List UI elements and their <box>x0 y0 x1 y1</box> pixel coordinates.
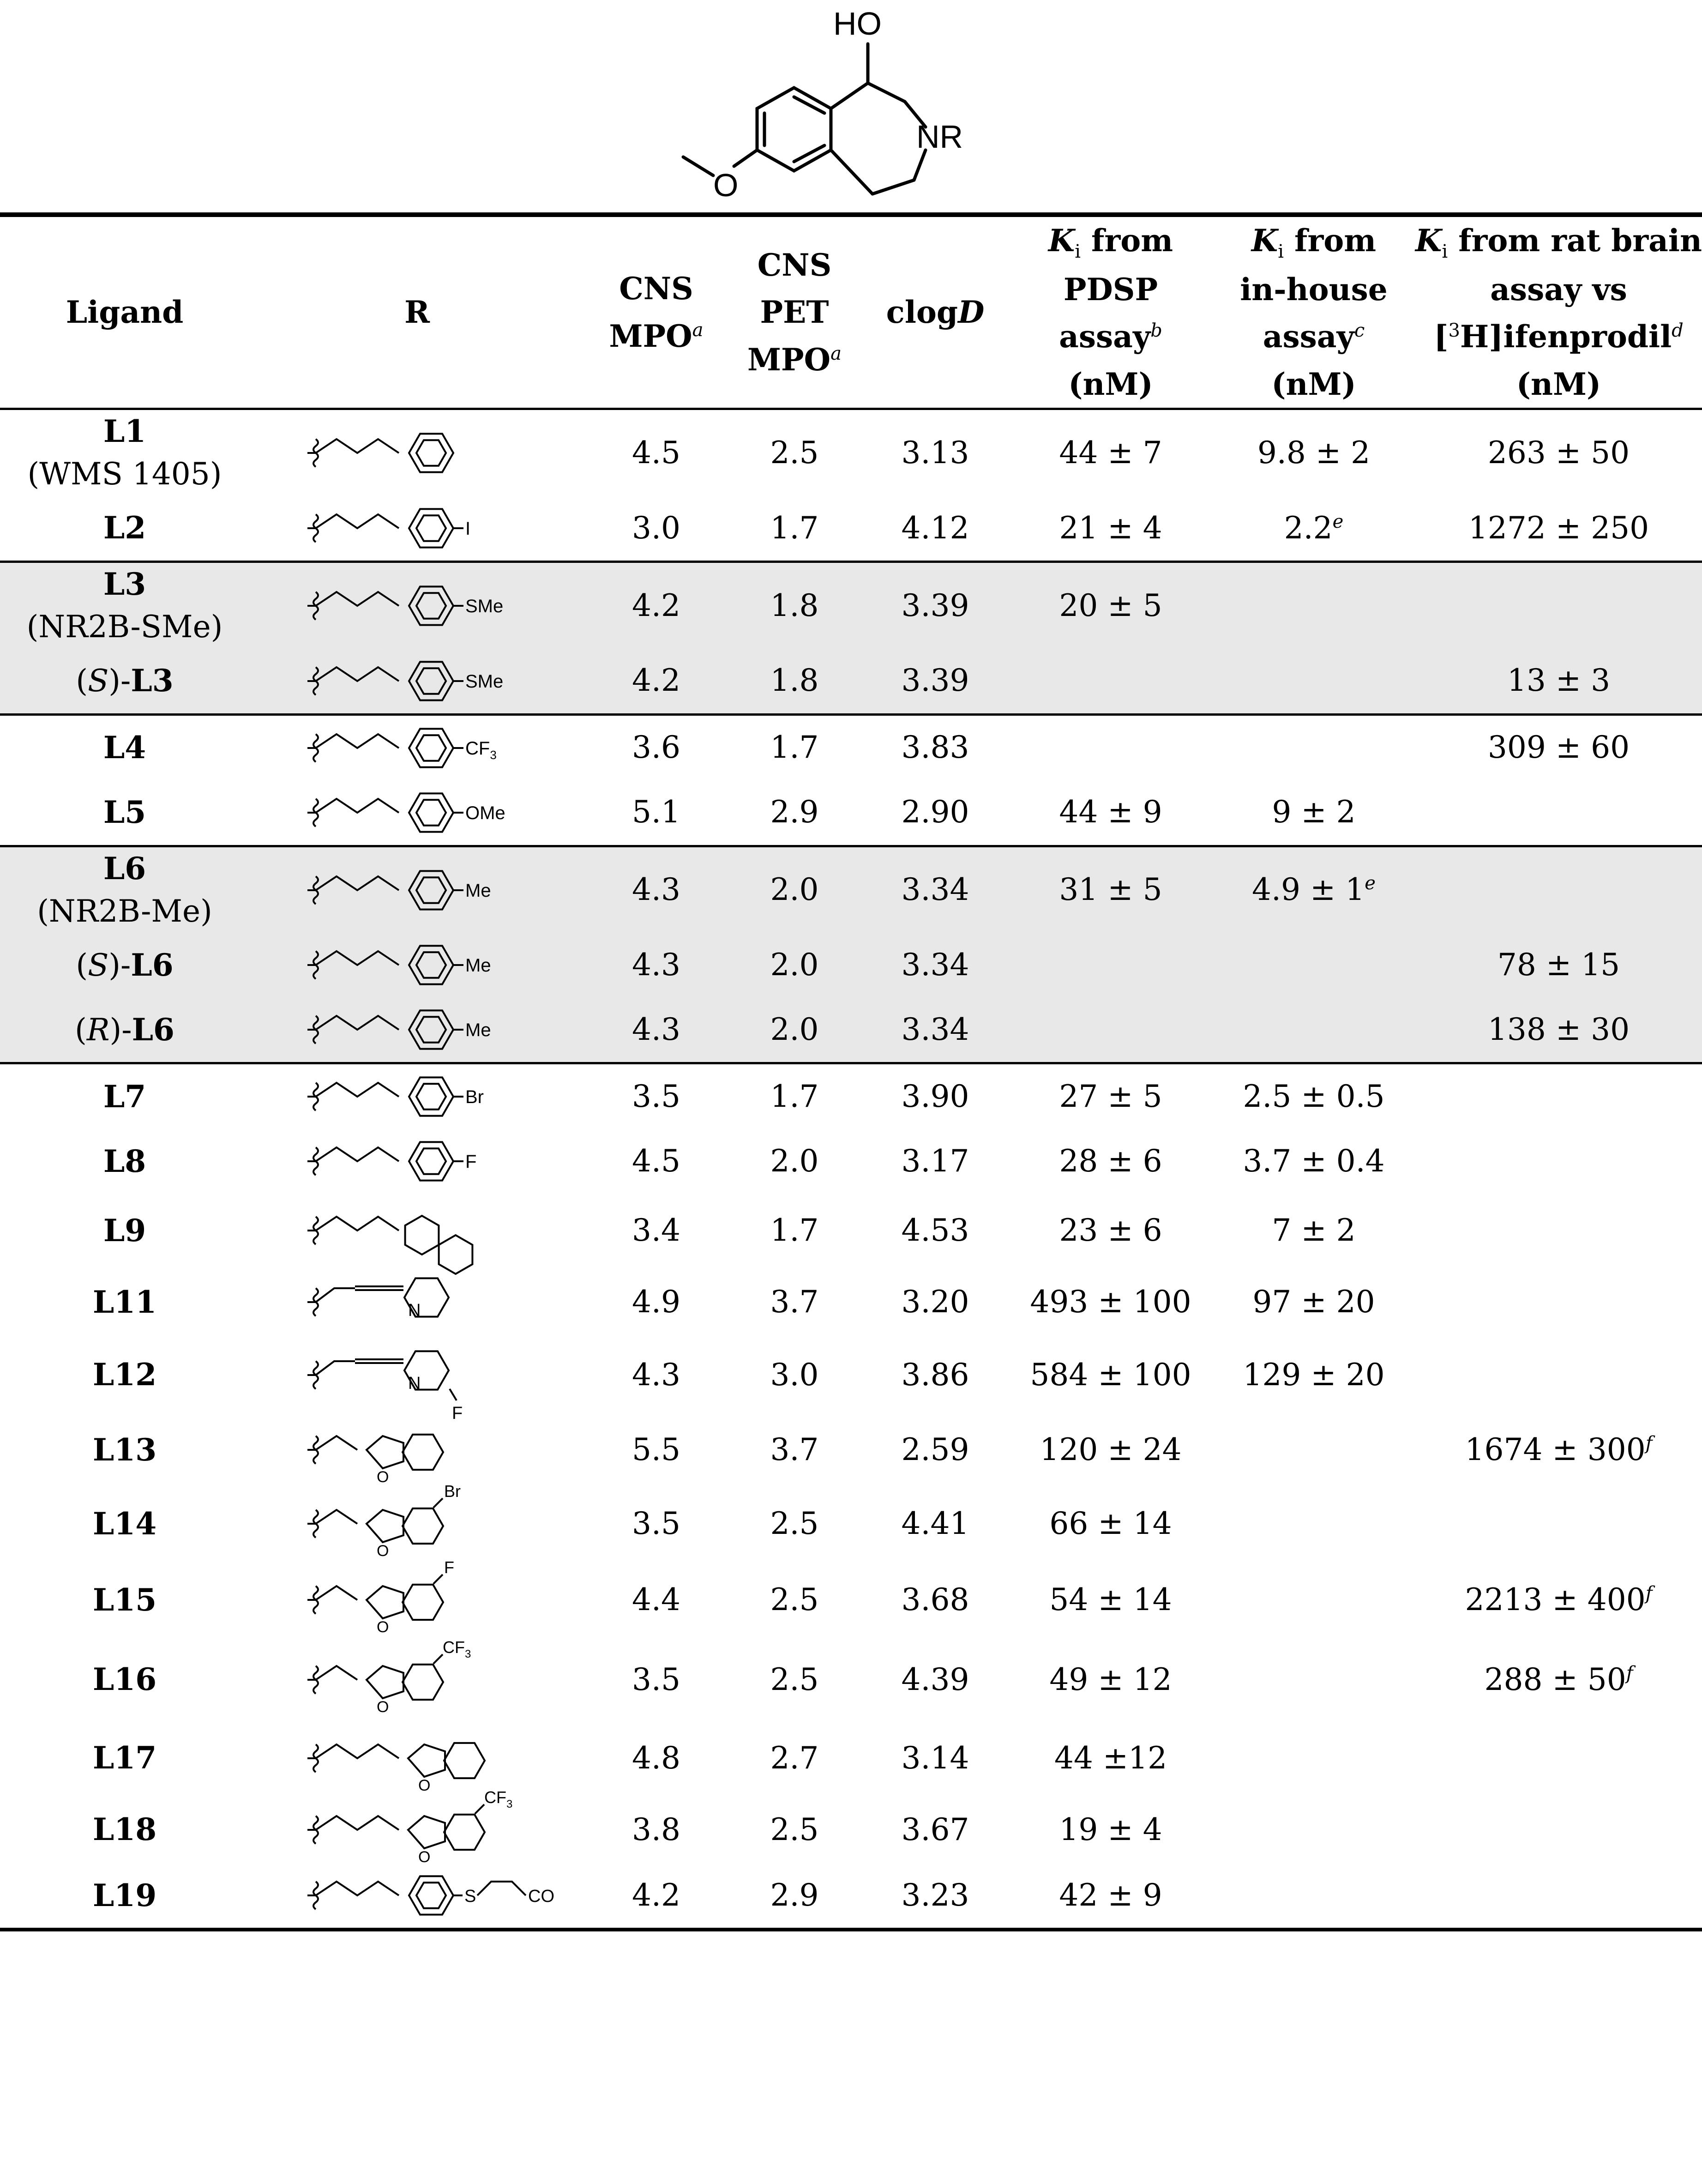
r-group-structure <box>270 573 565 638</box>
cell-clogd: 4.53 <box>901 1213 969 1249</box>
cell-ki-inhouse <box>1212 1720 1415 1796</box>
r-group-structure <box>270 780 565 845</box>
cell-clogd: 3.34 <box>861 846 1009 933</box>
cell-ligand: L9 <box>103 1212 146 1249</box>
r-group-structure <box>270 1787 565 1866</box>
cell-ki-inhouse: 2.5 ± 0.5 <box>1243 1079 1385 1115</box>
svg-text:CF3: $CF_3$ <box>442 1637 471 1660</box>
cell-r-structure <box>249 1063 585 1129</box>
cell-r-structure <box>249 496 585 562</box>
svg-text:Br: Br <box>465 1087 484 1108</box>
cell-cns-pet-mpo: 2.0 <box>728 997 861 1063</box>
cell-clogd: 4.39 <box>901 1661 969 1697</box>
cell-r-structure <box>249 1720 585 1796</box>
svg-text:N: N <box>408 1301 421 1321</box>
table-row <box>0 780 1702 846</box>
r-group-structure <box>270 1270 565 1334</box>
cell-r-structure <box>249 1639 585 1720</box>
cell-ki-pdsp: 493 ± 100 <box>1030 1284 1191 1320</box>
header-ligand: Ligand <box>0 215 249 409</box>
cell-ki-rat-brain <box>1415 1487 1702 1561</box>
cell-r-structure <box>249 997 585 1063</box>
svg-text:I: I <box>465 518 470 539</box>
cell-ki-rat-brain <box>1415 1267 1702 1337</box>
svg-text:O: O <box>418 1776 430 1794</box>
cell-clogd: 3.39 <box>861 649 1009 715</box>
table-row <box>0 1639 1702 1720</box>
r-group-structure <box>270 1558 565 1636</box>
svg-text:O: O <box>376 1468 389 1486</box>
table-row <box>0 1267 1702 1337</box>
cell-cns-mpo: 4.9 <box>632 1284 680 1320</box>
table-row <box>0 714 1702 780</box>
cell-cns-mpo: 3.5 <box>632 1661 680 1697</box>
cell-ki-rat-brain: 263 ± 50 <box>1487 434 1630 471</box>
cell-cns-pet-mpo: 1.8 <box>728 649 861 715</box>
r-group-structure <box>270 997 565 1062</box>
cell-ligand: L11 <box>92 1284 157 1320</box>
cell-ligand: (S)-L6 <box>76 947 174 983</box>
cell-clogd: 3.13 <box>901 434 969 471</box>
cell-ki-pdsp: 21 ± 4 <box>1059 510 1162 546</box>
r-group-structure <box>270 933 565 997</box>
header-cns-mpo: CNS MPO$^a$ <box>585 215 728 409</box>
svg-text:F: F <box>444 1558 454 1577</box>
cell-ligand: L1 (WMS 1405) <box>27 413 222 492</box>
header-clogd: clogD <box>861 215 1009 409</box>
cell-ki-rat-brain: $1674 \pm 300^f$ <box>1465 1432 1653 1468</box>
cell-cns-mpo: 4.2 <box>585 561 728 648</box>
cell-clogd: 3.17 <box>901 1143 969 1179</box>
cell-ki-inhouse <box>1212 1413 1415 1487</box>
cell-ki-pdsp <box>1009 649 1212 715</box>
cell-clogd: 3.86 <box>901 1357 969 1393</box>
table-row <box>0 933 1702 997</box>
cell-ki-pdsp: 44 ± 9 <box>1059 794 1162 830</box>
cell-r-structure <box>249 1413 585 1487</box>
cell-ligand: L5 <box>103 794 146 830</box>
table-row <box>0 997 1702 1063</box>
cell-ki-rat-brain: 13 ± 3 <box>1415 649 1702 715</box>
cell-ligand: L4 <box>103 729 146 766</box>
r-group-structure <box>270 1482 565 1560</box>
r-group-structure <box>270 496 565 561</box>
cell-cns-mpo: 3.5 <box>632 1506 680 1542</box>
cell-clogd: 3.20 <box>901 1284 969 1320</box>
cell-ligand: L8 <box>103 1143 146 1179</box>
cell-ligand: L12 <box>92 1357 157 1393</box>
cell-ki-inhouse <box>1212 1561 1415 1639</box>
cell-cns-pet-mpo: 1.7 <box>770 1213 819 1249</box>
cell-cns-pet-mpo: 3.7 <box>770 1432 819 1468</box>
nr-label: NR <box>916 119 963 155</box>
cell-cns-pet-mpo: 2.7 <box>770 1740 819 1776</box>
cell-r-structure <box>249 1558 585 1639</box>
svg-text:N: N <box>408 1373 421 1393</box>
r-group-structure <box>270 421 565 485</box>
cell-ki-rat-brain <box>1415 561 1702 648</box>
cell-cns-pet-mpo: 1.7 <box>770 730 819 766</box>
table-row <box>0 1194 1702 1267</box>
cell-ki-inhouse <box>1212 933 1415 997</box>
cell-ki-rat-brain <box>1415 1720 1702 1796</box>
cell-clogd: 3.14 <box>901 1740 969 1776</box>
cell-r-structure <box>249 846 585 933</box>
cell-cns-pet-mpo: 2.5 <box>770 1582 819 1618</box>
cell-ki-pdsp: 120 ± 24 <box>1040 1432 1182 1468</box>
svg-text:S: S <box>464 1887 476 1906</box>
r-group-structure <box>270 649 565 713</box>
cell-cns-pet-mpo: 2.0 <box>770 947 819 983</box>
r-group-structure <box>270 1064 565 1129</box>
cell-ki-rat-brain <box>1415 846 1702 933</box>
oh-label: HO <box>833 6 882 42</box>
cell-ki-rat-brain <box>1415 1863 1702 1930</box>
cell-cns-mpo: 3.6 <box>632 730 680 766</box>
cell-clogd: 3.23 <box>861 1863 1009 1930</box>
table-row <box>0 496 1702 562</box>
cell-clogd: 3.34 <box>861 997 1009 1063</box>
cell-r-structure <box>249 409 585 496</box>
cell-r-structure <box>249 714 585 780</box>
cell-r-structure <box>249 1129 585 1194</box>
cell-cns-mpo: 4.5 <box>632 434 680 471</box>
table-row <box>0 1063 1702 1129</box>
cell-ki-inhouse <box>1212 561 1415 648</box>
r-group-structure <box>270 1726 565 1794</box>
cell-clogd: 3.34 <box>901 947 969 983</box>
r-group-structure <box>270 1343 565 1423</box>
ligand-table <box>0 212 1702 1931</box>
cell-ki-pdsp: 44 ±12 <box>1054 1740 1167 1776</box>
cell-clogd: 4.12 <box>901 510 969 546</box>
r-group-structure <box>270 716 565 780</box>
cell-ki-inhouse: 129 ± 20 <box>1243 1357 1385 1393</box>
cell-ligand: L6 (NR2B-Me) <box>0 846 249 933</box>
svg-text:O: O <box>418 1848 430 1866</box>
cell-clogd: 3.83 <box>901 730 969 766</box>
cell-ki-pdsp: 20 ± 5 <box>1009 561 1212 648</box>
cell-cns-pet-mpo: 2.0 <box>728 846 861 933</box>
table-row <box>0 846 1702 933</box>
cell-ki-pdsp <box>1009 714 1212 780</box>
cell-ki-pdsp: 49 ± 12 <box>1049 1661 1172 1697</box>
r-group-structure <box>270 858 565 923</box>
cell-r-structure <box>249 1482 585 1561</box>
cell-r-structure <box>249 1194 585 1267</box>
header-ki-pdsp: $K_i$ from PDSP assay$^b$ (nM) <box>1009 215 1212 409</box>
cell-cns-pet-mpo: 2.9 <box>728 1863 861 1930</box>
cell-ki-inhouse <box>1212 1863 1415 1930</box>
svg-text:F: F <box>465 1152 476 1172</box>
cell-ki-inhouse: 3.7 ± 0.4 <box>1243 1143 1385 1179</box>
r-group-structure <box>270 1863 565 1928</box>
cell-ligand: L18 <box>92 1811 157 1848</box>
cell-r-structure <box>249 1787 585 1866</box>
header-row <box>0 215 1702 409</box>
cell-ki-pdsp: 54 ± 14 <box>1049 1582 1172 1618</box>
cell-cns-mpo: 5.5 <box>632 1432 680 1468</box>
svg-text:SMe: SMe <box>465 671 503 692</box>
header-r: R <box>249 215 585 409</box>
cell-ki-rat-brain: 309 ± 60 <box>1487 730 1630 766</box>
cell-cns-pet-mpo: 2.5 <box>770 1506 819 1542</box>
cell-ki-rat-brain <box>1415 1063 1702 1129</box>
cell-cns-pet-mpo: 1.8 <box>728 561 861 648</box>
cell-clogd: 2.59 <box>901 1432 969 1468</box>
cell-ki-rat-brain: 78 ± 15 <box>1497 947 1620 983</box>
cell-cns-pet-mpo: 2.5 <box>770 1661 819 1697</box>
cell-ki-rat-brain <box>1415 1337 1702 1413</box>
cell-ki-inhouse <box>1212 1639 1415 1720</box>
cell-ligand: L7 <box>103 1078 146 1115</box>
cell-cns-mpo: 5.1 <box>632 794 680 830</box>
cell-cns-pet-mpo: 2.5 <box>770 434 819 471</box>
svg-text:Me: Me <box>465 955 491 976</box>
cell-cns-mpo: 4.2 <box>585 1863 728 1930</box>
cell-cns-mpo: 4.3 <box>585 997 728 1063</box>
cell-cns-mpo: 3.0 <box>632 510 680 546</box>
cell-r-structure <box>249 780 585 846</box>
cell-ki-inhouse: 2.2e <box>1284 510 1344 546</box>
table-row <box>0 1720 1702 1796</box>
cell-clogd: 3.67 <box>901 1811 969 1847</box>
table-row <box>0 561 1702 648</box>
cell-ki-inhouse: $4.9 \pm 1^e$ <box>1212 846 1415 933</box>
cell-cns-mpo: 4.5 <box>632 1143 680 1179</box>
cell-ki-inhouse <box>1212 997 1415 1063</box>
svg-text:F: F <box>451 1403 463 1423</box>
table-row <box>0 1337 1702 1413</box>
scaffold-structure <box>656 0 1071 212</box>
header-ki-rat-brain: $K_i$ from rat brain assay vs [$^3$H]ifenprodil$^d$ (nM) <box>1415 215 1702 409</box>
cell-cns-mpo: 3.4 <box>632 1213 680 1249</box>
cell-clogd: 3.68 <box>901 1582 969 1618</box>
cell-cns-mpo: 3.5 <box>632 1079 680 1115</box>
table-row <box>0 409 1702 496</box>
cell-cns-mpo: 4.2 <box>585 649 728 715</box>
cell-ki-inhouse: 9 ± 2 <box>1272 794 1356 830</box>
cell-ki-rat-brain <box>1415 1796 1702 1863</box>
cell-cns-pet-mpo: 2.5 <box>770 1811 819 1847</box>
table-row <box>0 1487 1702 1561</box>
cell-r-structure <box>249 1863 585 1930</box>
cell-ligand: L16 <box>92 1661 157 1698</box>
cell-ki-inhouse <box>1212 1487 1415 1561</box>
cell-cns-pet-mpo: 1.7 <box>770 510 819 546</box>
cell-ki-inhouse <box>1212 649 1415 715</box>
cell-ki-pdsp: 44 ± 7 <box>1059 434 1162 471</box>
svg-text:CF3: $CF_3$ <box>465 738 497 762</box>
cell-ligand: L19 <box>0 1863 249 1930</box>
cell-ligand: L15 <box>92 1581 157 1618</box>
svg-text:Me: Me <box>465 1020 491 1041</box>
cell-cns-pet-mpo: 2.0 <box>770 1143 819 1179</box>
r-group-structure <box>270 1198 565 1263</box>
header-ki-inhouse: $K_i$ from in-house assay$^c$ (nM) <box>1212 215 1415 409</box>
cell-r-structure <box>249 561 585 648</box>
cell-ki-inhouse: 7 ± 2 <box>1272 1213 1356 1249</box>
svg-text:Br: Br <box>444 1482 461 1501</box>
cell-clogd: 3.90 <box>901 1079 969 1115</box>
cell-cns-pet-mpo: 2.9 <box>770 794 819 830</box>
cell-ligand: (S)-L3 <box>0 649 249 715</box>
cell-cns-mpo: 4.3 <box>632 1357 680 1393</box>
r-group-structure <box>270 1418 565 1486</box>
table-row <box>0 1129 1702 1194</box>
svg-text:Me: Me <box>465 880 491 901</box>
cell-ligand: L2 <box>103 510 146 546</box>
cell-ligand: L3 (NR2B-SMe) <box>0 561 249 648</box>
cell-ki-rat-brain <box>1415 1194 1702 1267</box>
cell-cns-mpo: 4.8 <box>632 1740 680 1776</box>
svg-text:OMe: OMe <box>465 802 505 823</box>
cell-ki-rat-brain: 138 ± 30 <box>1415 997 1702 1063</box>
table-row <box>0 1796 1702 1863</box>
table-row <box>0 1413 1702 1487</box>
cell-clogd: 3.39 <box>861 561 1009 648</box>
cell-ki-pdsp: 584 ± 100 <box>1030 1357 1191 1393</box>
cell-ligand: (R)-L6 <box>0 997 249 1063</box>
cell-cns-pet-mpo: 3.7 <box>770 1284 819 1320</box>
cell-ki-pdsp: 31 ± 5 <box>1009 846 1212 933</box>
cell-ligand: L17 <box>92 1740 157 1776</box>
svg-text:O: O <box>376 1618 389 1636</box>
cell-ki-rat-brain <box>1415 1129 1702 1194</box>
cell-r-structure <box>249 1337 585 1423</box>
cell-ki-inhouse: 9.8 ± 2 <box>1257 434 1371 471</box>
cell-ki-pdsp: 42 ± 9 <box>1009 1863 1212 1930</box>
cell-cns-pet-mpo: 3.0 <box>770 1357 819 1393</box>
cell-r-structure <box>249 649 585 715</box>
svg-text:CF3: $CF_3$ <box>484 1787 512 1810</box>
svg-text:O: O <box>376 1542 389 1560</box>
o-label: O <box>713 167 739 203</box>
cell-cns-mpo: 4.3 <box>632 947 680 983</box>
table-row <box>0 649 1702 715</box>
table-row <box>0 1863 1702 1930</box>
cell-cns-mpo: 4.3 <box>585 846 728 933</box>
cell-ki-pdsp <box>1009 933 1212 997</box>
r-group-structure <box>270 1129 565 1194</box>
cell-clogd: 4.41 <box>901 1506 969 1542</box>
cell-ki-rat-brain: $288 \pm 50^f$ <box>1484 1661 1633 1697</box>
cell-ki-pdsp: 66 ± 14 <box>1049 1506 1172 1542</box>
cell-cns-mpo: 4.4 <box>632 1582 680 1618</box>
cell-ki-inhouse: 97 ± 20 <box>1252 1284 1375 1320</box>
cell-ki-inhouse <box>1212 714 1415 780</box>
cell-ki-rat-brain <box>1415 780 1702 846</box>
cell-clogd: 2.90 <box>901 794 969 830</box>
svg-text:SMe: SMe <box>465 596 503 616</box>
cell-ki-pdsp: 27 ± 5 <box>1059 1079 1162 1115</box>
cell-cns-mpo: 3.8 <box>632 1811 680 1847</box>
cell-ligand: L14 <box>92 1505 157 1542</box>
cell-ki-rat-brain: $2213 \pm 400^f$ <box>1465 1582 1653 1618</box>
table-row <box>0 1561 1702 1639</box>
cell-ki-rat-brain: 1272 ± 250 <box>1468 510 1649 546</box>
svg-text:CO: CO <box>528 1887 554 1906</box>
cell-r-structure <box>249 933 585 997</box>
r-group-structure <box>270 1637 565 1716</box>
cell-ki-pdsp: 23 ± 6 <box>1059 1213 1162 1249</box>
cell-ki-pdsp: 28 ± 6 <box>1059 1143 1162 1179</box>
svg-text:O: O <box>376 1698 389 1716</box>
cell-ki-pdsp <box>1009 997 1212 1063</box>
cell-ki-inhouse <box>1212 1796 1415 1863</box>
cell-r-structure <box>249 1267 585 1337</box>
header-cns-pet-mpo: CNS PET MPO$^a$ <box>728 215 861 409</box>
cell-ligand: L13 <box>92 1431 157 1468</box>
cell-cns-pet-mpo: 1.7 <box>770 1079 819 1115</box>
cell-ki-pdsp: 19 ± 4 <box>1059 1811 1162 1847</box>
